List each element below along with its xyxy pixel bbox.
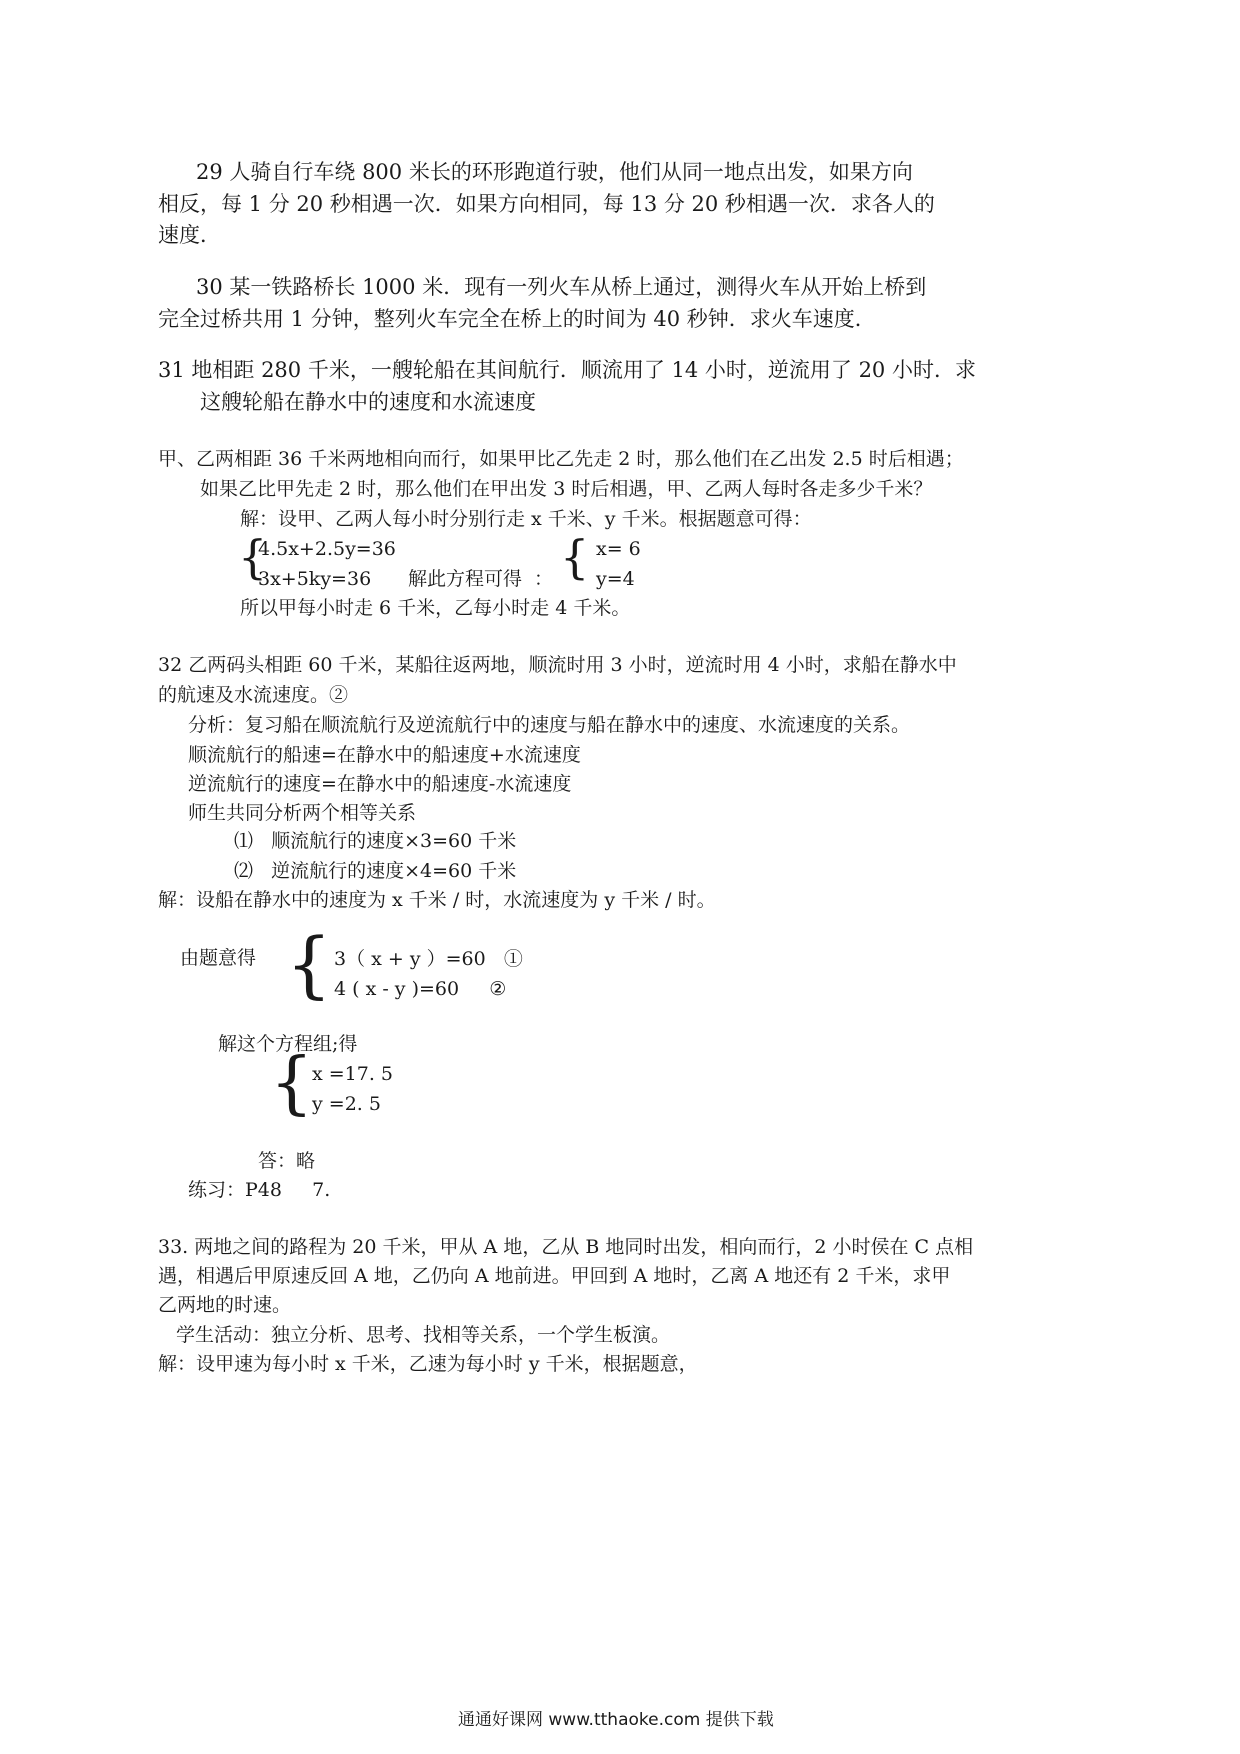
p32-result-1: x =17. 5 xyxy=(312,1063,394,1085)
pj-line2: 如果乙比甲先走 2 时，那么他们在甲出发 3 时后相遇，甲、乙两人每时各走多少千米？ xyxy=(200,478,933,500)
p32-result-brace: { xyxy=(270,1044,314,1123)
p32-analysis-1: 分析：复习船在顺流航行及逆流航行中的速度与船在静水中的速度、水流速度的关系。 xyxy=(188,714,911,736)
pj-equation-1: 4.5x+2.5y=36 xyxy=(258,538,396,560)
pj-solution: 解：设甲、乙两人每小时分别行走 x 千米、y 千米。根据题意可得： xyxy=(240,508,812,530)
footer-credit: 通通好课网 www.tthaoke.com 提供下载 xyxy=(458,1710,774,1730)
p32-solve-text: 解这个方程组;得 xyxy=(218,1033,358,1055)
pj-result-brace: { xyxy=(560,530,590,584)
p33-line1: 33. 两地之间的路程为 20 千米，甲从 A 地，乙从 B 地同时出发，相向而行，2 小时侯在 C 点相 xyxy=(158,1236,974,1258)
p29-line3: 速度． xyxy=(158,223,221,247)
p32-analysis-4: 师生共同分析两个相等关系 xyxy=(188,802,417,824)
p32-analysis-6: ⑵ 逆流航行的速度×4=60 千米 xyxy=(234,860,517,882)
p32-by-problem: 由题意得 xyxy=(180,947,257,969)
pj-left-brace: { xyxy=(238,530,268,584)
p32-result-2: y =2. 5 xyxy=(312,1093,381,1115)
p32-equation-1: 3（ x + y ）=60 ① xyxy=(334,948,523,970)
p32-solution: 解：设船在静水中的速度为 x 千米 / 时，水流速度为 y 千米 / 时。 xyxy=(158,889,716,911)
pj-result-2: y=4 xyxy=(596,568,635,590)
p29-line2: 相反，每 1 分 20 秒相遇一次．如果方向相同，每 13 分 20 秒相遇一次．求各人的 xyxy=(158,192,935,216)
pj-result-1: x= 6 xyxy=(596,538,641,560)
p33-line3: 乙两地的时速。 xyxy=(158,1294,292,1316)
p32-system-brace: { xyxy=(286,922,332,1006)
p31-line2: 这艘轮船在静水中的速度和水流速度 xyxy=(200,390,536,414)
p32-analysis-5: ⑴ 顺流航行的速度×3=60 千米 xyxy=(234,830,517,852)
pj-line1: 甲、乙两相距 36 千米两地相向而行，如果甲比乙先走 2 时，那么他们在乙出发 2.5 时后相遇； xyxy=(158,448,964,470)
p32-line1: 32 乙两码头相距 60 千米，某船往返两地，顺流时用 3 小时，逆流时用 4 小时，求船在静水中 xyxy=(158,654,957,676)
p31-line1: 31 地相距 280 千米，一艘轮船在其间航行．顺流用了 14 小时，逆流用了 20 小时．求 xyxy=(158,358,976,382)
p30-line1: 30 某一铁路桥长 1000 米．现有一列火车从桥上通过，测得火车从开始上桥到 xyxy=(196,275,927,299)
p30-line2: 完全过桥共用 1 分钟，整列火车完全在桥上的时间为 40 秒钟．求火车速度． xyxy=(158,307,876,331)
p32-equation-2: 4 ( x - y )=60 ② xyxy=(334,978,507,1000)
p32-line2: 的航速及水流速度。② xyxy=(158,684,349,706)
p32-analysis-3: 逆流航行的速度=在静水中的船速度-水流速度 xyxy=(188,773,572,795)
p32-answer: 答：略 xyxy=(258,1150,316,1172)
p32-analysis-2: 顺流航行的船速=在静水中的船速度+水流速度 xyxy=(188,744,581,766)
pj-solve-text: 解此方程可得 xyxy=(408,568,523,590)
p29-line1: 29 人骑自行车绕 800 米长的环形跑道行驶，他们从同一地点出发，如果方向 xyxy=(196,160,913,184)
p33-solution: 解：设甲速为每小时 x 千米，乙速为每小时 y 千米，根据题意， xyxy=(158,1353,698,1375)
p32-exercise: 练习：P48 7. xyxy=(188,1179,331,1201)
pj-colon: ： xyxy=(534,568,554,590)
pj-answer: 所以甲每小时走 6 千米，乙每小时走 4 千米。 xyxy=(240,597,631,619)
pj-equation-2: 3x+5ky=36 xyxy=(258,568,372,590)
p33-activity: 学生活动：独立分析、思考、找相等关系，一个学生板演。 xyxy=(176,1324,671,1346)
p33-line2: 遇，相遇后甲原速反回 A 地，乙仍向 A 地前进。甲回到 A 地时，乙离 A 地还有 2 千米，求甲 xyxy=(158,1265,951,1287)
